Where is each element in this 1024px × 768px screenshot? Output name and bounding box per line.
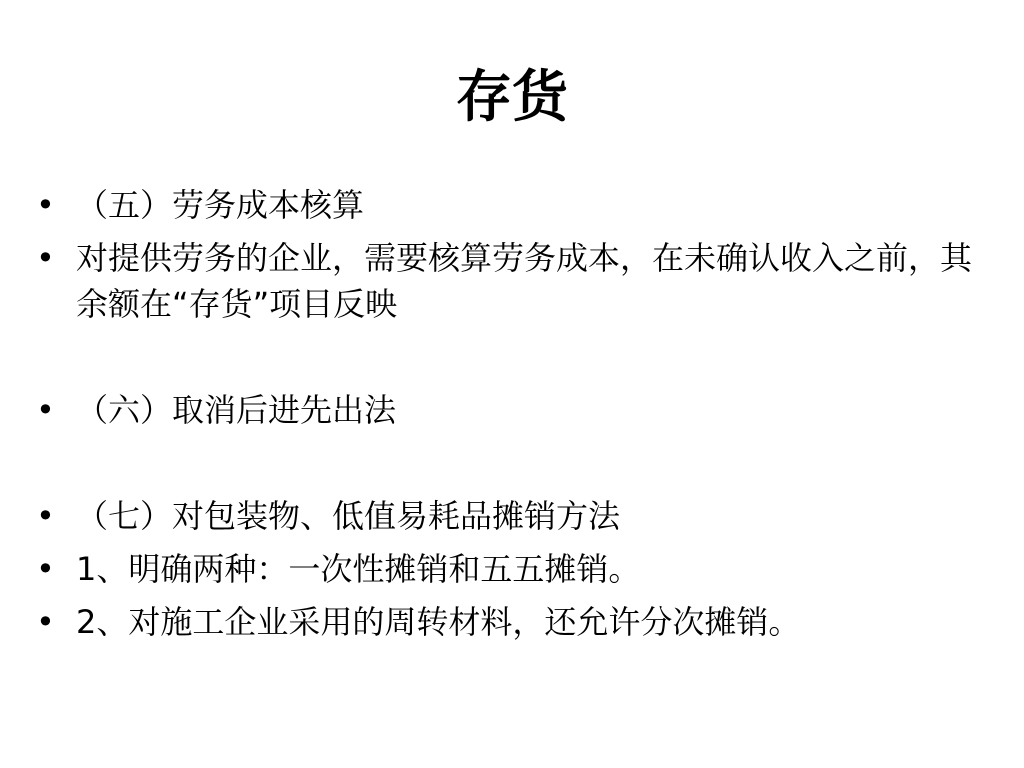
slide-title: 存货	[456, 65, 568, 130]
bullet-item-two-methods	[30, 546, 1000, 592]
bullet-item-labor-cost	[30, 182, 1000, 228]
bullet-item-labor-service	[30, 235, 1000, 327]
bullet-text: 2、对施工企业采用的周转材料，还允许分次摊销。	[76, 603, 801, 641]
bullet-text: （七）对包装物、低值易耗品摊销方法	[76, 497, 621, 535]
bullet-marker: •	[36, 550, 55, 588]
bullet-text: 1、明确两种：一次性摊销和五五摊销。	[76, 550, 641, 588]
bullet-list	[30, 182, 1000, 652]
bullet-text: 对提供劳务的企业，需要核算劳务成本，在未确认收入之前，其余额在“存货”项目反映	[76, 239, 973, 323]
bullet-item-lifo	[30, 387, 1000, 433]
bullet-text: （五）劳务成本核算	[76, 186, 365, 224]
bullet-item-construction-materials	[30, 599, 1000, 645]
bullet-marker: •	[36, 497, 55, 535]
bullet-item-amortization-methods	[30, 493, 1000, 539]
bullet-marker: •	[36, 239, 55, 277]
bullet-text: （六）取消后进先出法	[76, 391, 397, 429]
bullet-marker: •	[36, 186, 55, 224]
bullet-marker: •	[36, 391, 55, 429]
bullet-marker: •	[36, 603, 55, 641]
